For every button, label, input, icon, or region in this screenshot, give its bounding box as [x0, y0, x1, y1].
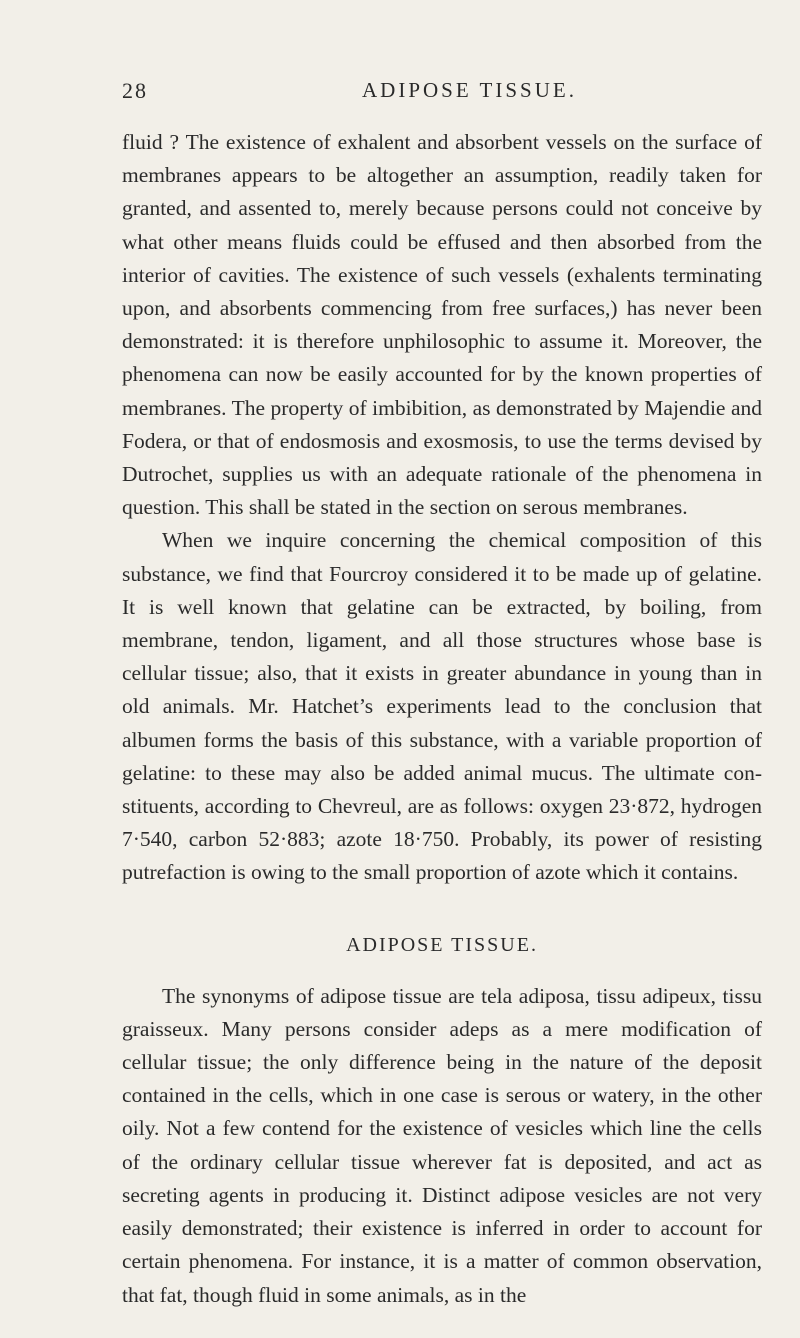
section-heading: ADIPOSE TISSUE.	[346, 933, 538, 956]
paragraph-serous-vessels: fluid ? The existence of exhalent and absorbent vessels on the surface of membranes appears to be altogether an assumption, readily taken for granted, and assented to, merely because persons could not conceive by what other means fluids could be effused and then absorbed from the interior of cavities. The existence of such vessels (exhalents terminating upon, and absorbents commencing from free surfaces,) has never been demonstrated: it is therefore unphilosophic to assume it. Moreover, the phenomena can now be easily accounted for by the known properties of membranes. The property of imbibition, as demonstrated by Majendie and Fodera, or that of endosmosis and exosmosis, to use the terms devised by Dutrochet, supplies us with an adequate rationale of the phenomena in question. This shall be stated in the section on serous membranes.	[122, 130, 762, 520]
page-number: 28	[122, 78, 148, 103]
paragraph-adipose-tissue: The synonyms of adipose tissue are tela adiposa, tissu adipeux, tissu graisseux. Many persons consider adeps as a mere modification of cellular tissue; the only difference being in the nature of the deposit contained in the cells, which in one case is serous or watery, in the other oily. Not a few contend for the existence of vesicles which line the cells of the ordinary cellular tissue wherever fat is deposited, and act as secreting agents in producing it. Distinct adipose vesicles are not very easily demonstrated; their existence is inferred in order to account for certain phenomena. For instance, it is a matter of common observation, that fat, though fluid in some animals, as in the	[122, 983, 762, 1307]
paragraph-chemical-composition: When we inquire concerning the chemical composition of this substance, we find that Fourcroy considered it to be made up of gelatine. It is well known that gelatine can be extracted, by boiling, from membrane, tendon, ligament, and all those structures whose base is cellular tissue; also, that it exists in greater abundance in young than in old animals. Mr. Hatchet’s experiments lead to the conclusion that albumen forms the basis of this substance, with a variable proportion of gelatine: to these may also be added animal mucus. The ultimate constituents, according to Chevreul, are as follows: oxygen 23·872, hydrogen 7·540, carbon 52·883; azote 18·750. Probably, its power of resisting putrefaction is owing to the small proportion of azote which it contains.	[122, 528, 762, 885]
running-title: ADIPOSE TISSUE.	[362, 78, 577, 102]
running-head	[122, 78, 760, 112]
body-text	[122, 126, 762, 1312]
